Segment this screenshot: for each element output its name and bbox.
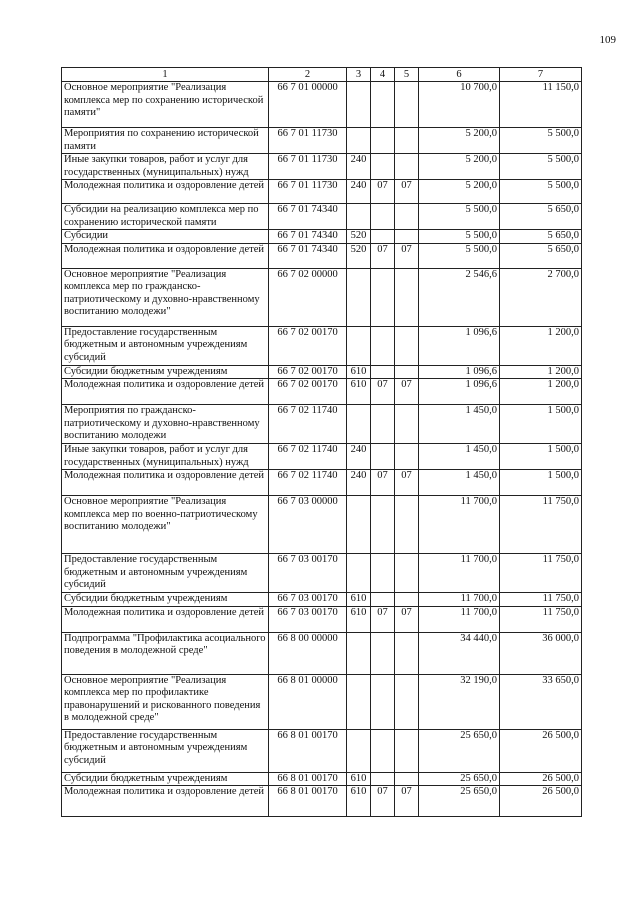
subsection-cell: 07 <box>395 180 419 204</box>
row-name-cell: Молодежная политика и оздоровление детей <box>62 786 269 817</box>
amount-year2-cell: 1 200,0 <box>500 326 582 365</box>
column-header: 1 <box>62 68 269 82</box>
table-row <box>62 379 582 405</box>
column-number-row <box>62 68 582 82</box>
target-code-cell: 66 8 01 00170 <box>269 772 347 786</box>
section-cell <box>371 82 395 128</box>
subsection-cell: 07 <box>395 606 419 632</box>
section-cell <box>371 268 395 326</box>
target-code-cell: 66 7 01 11730 <box>269 154 347 180</box>
table-row <box>62 204 582 230</box>
section-cell: 07 <box>371 606 395 632</box>
amount-year2-cell: 11 750,0 <box>500 593 582 607</box>
section-cell <box>371 128 395 154</box>
table-row <box>62 632 582 674</box>
target-code-cell: 66 7 02 00170 <box>269 365 347 379</box>
section-cell <box>371 772 395 786</box>
section-cell <box>371 632 395 674</box>
expense-type-cell: 610 <box>347 379 371 405</box>
table-row <box>62 326 582 365</box>
amount-year1-cell: 5 200,0 <box>419 128 500 154</box>
subsection-cell <box>395 268 419 326</box>
subsection-cell <box>395 154 419 180</box>
table-row <box>62 230 582 244</box>
target-code-cell: 66 7 02 00000 <box>269 268 347 326</box>
expense-type-cell: 240 <box>347 154 371 180</box>
amount-year1-cell: 5 500,0 <box>419 204 500 230</box>
amount-year2-cell: 1 200,0 <box>500 379 582 405</box>
amount-year1-cell: 25 650,0 <box>419 729 500 772</box>
subsection-cell <box>395 128 419 154</box>
subsection-cell: 07 <box>395 786 419 817</box>
row-name-cell: Подпрограмма "Профилактика асоциального поведения в молодежной среде" <box>62 632 269 674</box>
target-code-cell: 66 7 01 74340 <box>269 204 347 230</box>
expense-type-cell <box>347 405 371 444</box>
amount-year2-cell: 5 500,0 <box>500 128 582 154</box>
section-cell <box>371 554 395 593</box>
amount-year2-cell: 11 750,0 <box>500 496 582 554</box>
target-code-cell: 66 7 03 00000 <box>269 496 347 554</box>
target-code-cell: 66 7 01 00000 <box>269 82 347 128</box>
table-row <box>62 674 582 729</box>
amount-year2-cell: 5 650,0 <box>500 204 582 230</box>
target-code-cell: 66 8 00 00000 <box>269 632 347 674</box>
amount-year2-cell: 1 200,0 <box>500 365 582 379</box>
expense-type-cell: 240 <box>347 180 371 204</box>
amount-year2-cell: 1 500,0 <box>500 470 582 496</box>
target-code-cell: 66 8 01 00170 <box>269 786 347 817</box>
subsection-cell <box>395 632 419 674</box>
section-cell: 07 <box>371 180 395 204</box>
section-cell <box>371 674 395 729</box>
row-name-cell: Мероприятия по сохранению исторической памяти <box>62 128 269 154</box>
amount-year2-cell: 33 650,0 <box>500 674 582 729</box>
section-cell <box>371 593 395 607</box>
table-row <box>62 365 582 379</box>
table-row <box>62 729 582 772</box>
row-name-cell: Молодежная политика и оздоровление детей <box>62 180 269 204</box>
section-cell <box>371 326 395 365</box>
amount-year1-cell: 5 500,0 <box>419 230 500 244</box>
expense-type-cell: 610 <box>347 365 371 379</box>
target-code-cell: 66 8 01 00000 <box>269 674 347 729</box>
subsection-cell <box>395 772 419 786</box>
expense-type-cell: 520 <box>347 243 371 268</box>
table-row <box>62 786 582 817</box>
expense-type-cell <box>347 554 371 593</box>
row-name-cell: Субсидии бюджетным учреждениям <box>62 772 269 786</box>
row-name-cell: Субсидии <box>62 230 269 244</box>
amount-year1-cell: 5 500,0 <box>419 243 500 268</box>
section-cell <box>371 496 395 554</box>
subsection-cell <box>395 593 419 607</box>
section-cell: 07 <box>371 379 395 405</box>
target-code-cell: 66 7 03 00170 <box>269 554 347 593</box>
amount-year1-cell: 11 700,0 <box>419 593 500 607</box>
amount-year2-cell: 5 650,0 <box>500 230 582 244</box>
expense-type-cell <box>347 268 371 326</box>
subsection-cell <box>395 405 419 444</box>
table-row <box>62 154 582 180</box>
amount-year2-cell: 11 150,0 <box>500 82 582 128</box>
table-row <box>62 470 582 496</box>
subsection-cell <box>395 444 419 470</box>
table-row <box>62 593 582 607</box>
expense-type-cell <box>347 326 371 365</box>
target-code-cell: 66 7 03 00170 <box>269 593 347 607</box>
expense-type-cell: 610 <box>347 593 371 607</box>
row-name-cell: Мероприятия по гражданско-патриотическому и духовно-нравственному воспитанию молодежи <box>62 405 269 444</box>
amount-year2-cell: 11 750,0 <box>500 606 582 632</box>
budget-table <box>61 67 582 817</box>
table-row <box>62 444 582 470</box>
subsection-cell <box>395 326 419 365</box>
table-row <box>62 496 582 554</box>
expense-type-cell <box>347 729 371 772</box>
section-cell <box>371 444 395 470</box>
row-name-cell: Основное мероприятие "Реализация комплекса мер по гражданско-патриотическому и духовно-нравственному воспитанию молодежи" <box>62 268 269 326</box>
target-code-cell: 66 7 01 74340 <box>269 230 347 244</box>
row-name-cell: Молодежная политика и оздоровление детей <box>62 243 269 268</box>
row-name-cell: Предоставление государственным бюджетным и автономным учреждениям субсидий <box>62 326 269 365</box>
table-row <box>62 180 582 204</box>
row-name-cell: Молодежная политика и оздоровление детей <box>62 470 269 496</box>
amount-year1-cell: 1 450,0 <box>419 405 500 444</box>
expense-type-cell <box>347 204 371 230</box>
row-name-cell: Основное мероприятие "Реализация комплекса мер по профилактике правонарушений и рискованного поведения в молодежной среде" <box>62 674 269 729</box>
row-name-cell: Предоставление государственным бюджетным и автономным учреждениям субсидий <box>62 729 269 772</box>
amount-year1-cell: 1 096,6 <box>419 365 500 379</box>
amount-year1-cell: 1 450,0 <box>419 470 500 496</box>
expense-type-cell: 610 <box>347 772 371 786</box>
amount-year2-cell: 5 500,0 <box>500 180 582 204</box>
amount-year1-cell: 5 200,0 <box>419 180 500 204</box>
amount-year1-cell: 11 700,0 <box>419 496 500 554</box>
column-header: 3 <box>347 68 371 82</box>
expense-type-cell: 610 <box>347 606 371 632</box>
target-code-cell: 66 7 01 11730 <box>269 180 347 204</box>
row-name-cell: Иные закупки товаров, работ и услуг для государственных (муниципальных) нужд <box>62 154 269 180</box>
subsection-cell <box>395 204 419 230</box>
row-name-cell: Основное мероприятие "Реализация комплекса мер по сохранению исторической памяти" <box>62 82 269 128</box>
expense-type-cell <box>347 128 371 154</box>
subsection-cell: 07 <box>395 379 419 405</box>
subsection-cell <box>395 674 419 729</box>
subsection-cell: 07 <box>395 470 419 496</box>
amount-year2-cell: 2 700,0 <box>500 268 582 326</box>
section-cell: 07 <box>371 470 395 496</box>
expense-type-cell <box>347 496 371 554</box>
target-code-cell: 66 7 02 11740 <box>269 405 347 444</box>
amount-year1-cell: 32 190,0 <box>419 674 500 729</box>
target-code-cell: 66 7 02 11740 <box>269 444 347 470</box>
target-code-cell: 66 7 03 00170 <box>269 606 347 632</box>
amount-year1-cell: 1 450,0 <box>419 444 500 470</box>
expense-type-cell: 520 <box>347 230 371 244</box>
amount-year1-cell: 2 546,6 <box>419 268 500 326</box>
section-cell <box>371 230 395 244</box>
amount-year1-cell: 34 440,0 <box>419 632 500 674</box>
amount-year1-cell: 11 700,0 <box>419 554 500 593</box>
target-code-cell: 66 7 01 74340 <box>269 243 347 268</box>
amount-year1-cell: 25 650,0 <box>419 786 500 817</box>
page-number: 109 <box>599 34 616 46</box>
subsection-cell <box>395 496 419 554</box>
row-name-cell: Молодежная политика и оздоровление детей <box>62 379 269 405</box>
section-cell <box>371 405 395 444</box>
subsection-cell <box>395 365 419 379</box>
table-row <box>62 243 582 268</box>
amount-year2-cell: 5 500,0 <box>500 154 582 180</box>
amount-year2-cell: 1 500,0 <box>500 405 582 444</box>
amount-year1-cell: 25 650,0 <box>419 772 500 786</box>
table-row <box>62 128 582 154</box>
amount-year2-cell: 26 500,0 <box>500 772 582 786</box>
subsection-cell: 07 <box>395 243 419 268</box>
table-row <box>62 554 582 593</box>
column-header: 4 <box>371 68 395 82</box>
column-header: 2 <box>269 68 347 82</box>
row-name-cell: Молодежная политика и оздоровление детей <box>62 606 269 632</box>
row-name-cell: Субсидии бюджетным учреждениям <box>62 593 269 607</box>
column-header: 6 <box>419 68 500 82</box>
target-code-cell: 66 8 01 00170 <box>269 729 347 772</box>
subsection-cell <box>395 729 419 772</box>
amount-year1-cell: 1 096,6 <box>419 326 500 365</box>
amount-year2-cell: 36 000,0 <box>500 632 582 674</box>
expense-type-cell: 240 <box>347 444 371 470</box>
row-name-cell: Основное мероприятие "Реализация комплекса мер по военно-патриотическому воспитанию молодежи" <box>62 496 269 554</box>
section-cell <box>371 365 395 379</box>
amount-year2-cell: 5 650,0 <box>500 243 582 268</box>
row-name-cell: Субсидии бюджетным учреждениям <box>62 365 269 379</box>
expense-type-cell: 240 <box>347 470 371 496</box>
table-row <box>62 405 582 444</box>
subsection-cell <box>395 230 419 244</box>
row-name-cell: Субсидии на реализацию комплекса мер по сохранению исторической памяти <box>62 204 269 230</box>
amount-year2-cell: 1 500,0 <box>500 444 582 470</box>
amount-year1-cell: 11 700,0 <box>419 606 500 632</box>
column-header: 5 <box>395 68 419 82</box>
section-cell: 07 <box>371 786 395 817</box>
amount-year2-cell: 26 500,0 <box>500 729 582 772</box>
table-row <box>62 82 582 128</box>
target-code-cell: 66 7 02 00170 <box>269 379 347 405</box>
row-name-cell: Иные закупки товаров, работ и услуг для государственных (муниципальных) нужд <box>62 444 269 470</box>
expense-type-cell <box>347 632 371 674</box>
amount-year1-cell: 1 096,6 <box>419 379 500 405</box>
subsection-cell <box>395 554 419 593</box>
expense-type-cell <box>347 674 371 729</box>
expense-type-cell <box>347 82 371 128</box>
table-row <box>62 268 582 326</box>
amount-year1-cell: 10 700,0 <box>419 82 500 128</box>
table-row <box>62 772 582 786</box>
section-cell <box>371 154 395 180</box>
section-cell <box>371 204 395 230</box>
target-code-cell: 66 7 02 11740 <box>269 470 347 496</box>
section-cell: 07 <box>371 243 395 268</box>
expense-type-cell: 610 <box>347 786 371 817</box>
column-header: 7 <box>500 68 582 82</box>
section-cell <box>371 729 395 772</box>
target-code-cell: 66 7 01 11730 <box>269 128 347 154</box>
subsection-cell <box>395 82 419 128</box>
target-code-cell: 66 7 02 00170 <box>269 326 347 365</box>
amount-year2-cell: 11 750,0 <box>500 554 582 593</box>
table-row <box>62 606 582 632</box>
row-name-cell: Предоставление государственным бюджетным и автономным учреждениям субсидий <box>62 554 269 593</box>
amount-year1-cell: 5 200,0 <box>419 154 500 180</box>
amount-year2-cell: 26 500,0 <box>500 786 582 817</box>
